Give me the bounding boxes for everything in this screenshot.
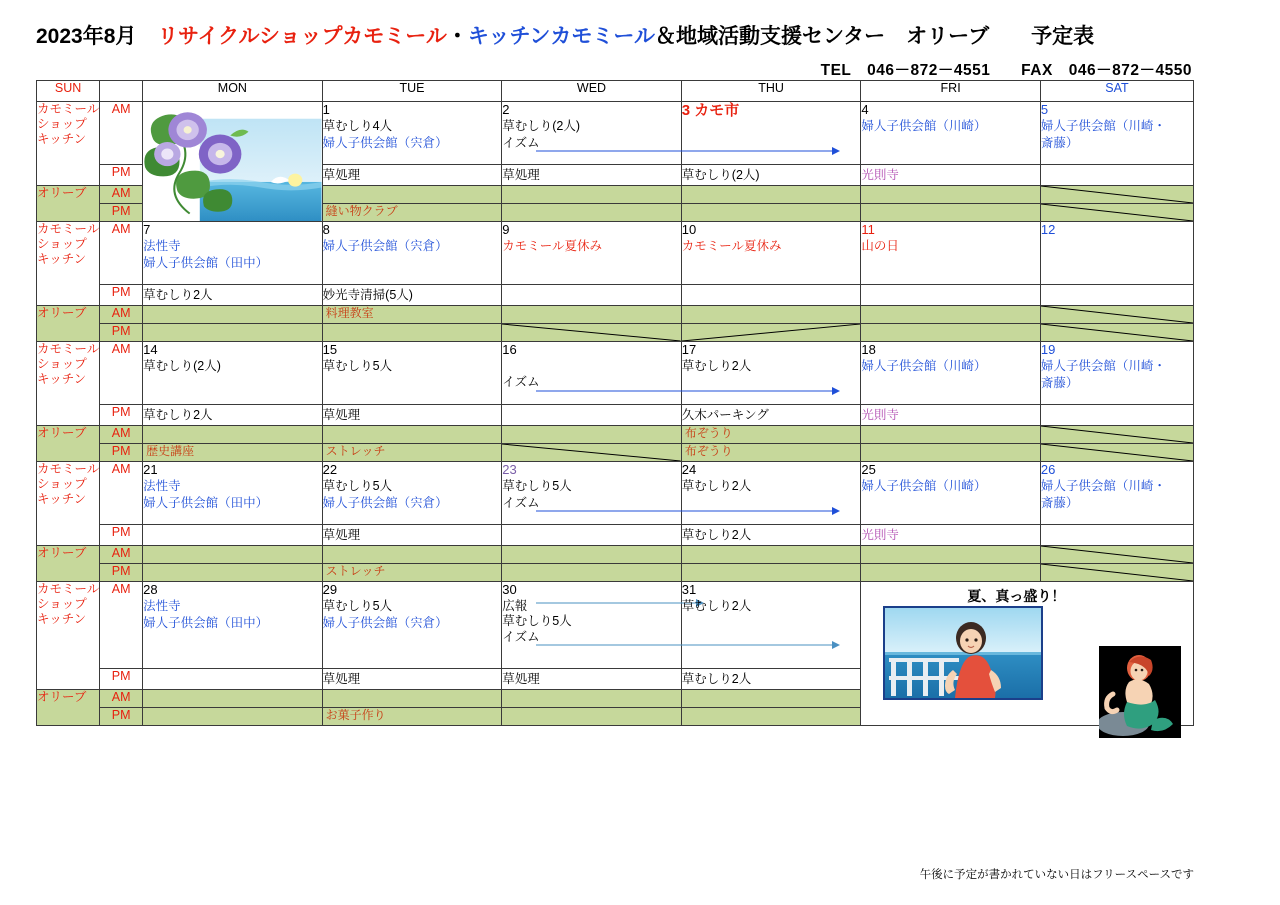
day-cell-16	[502, 342, 682, 405]
day-cell-17	[681, 342, 861, 405]
day-number: 21	[143, 462, 158, 477]
week-3-olive-am	[37, 426, 1194, 444]
olive-cell	[681, 186, 861, 204]
week-3-pm-row	[37, 405, 1194, 426]
label-line-2: ショップ	[37, 356, 87, 371]
title-part-3: キッチンカモミール	[467, 25, 655, 48]
day-cell-4-pm	[861, 165, 1041, 186]
day-cell-26	[1040, 462, 1193, 525]
row-label-kamomile	[37, 462, 100, 546]
row-label-olive: オリーブ	[37, 546, 100, 582]
event-text: 婦人子供会館（川崎）	[861, 479, 987, 494]
day-cell-21	[143, 462, 323, 525]
olive-cell-slashed	[1040, 204, 1193, 222]
week-2-olive-pm	[37, 324, 1194, 342]
day-cell-22-pm	[322, 525, 502, 546]
day-number: 1	[322, 102, 330, 117]
olive-event: 歴史講座	[146, 444, 195, 458]
event-text: 光則寺	[861, 408, 899, 422]
week-4-am-row	[37, 462, 1194, 525]
label-line-3: キッチン	[37, 371, 87, 386]
day-number: 23	[502, 462, 517, 477]
ampm-am: AM	[100, 462, 143, 525]
olive-cell	[322, 204, 502, 222]
ampm-am: AM	[100, 342, 143, 405]
olive-event: 布ぞうり	[684, 444, 733, 458]
day-cell-3	[681, 102, 861, 165]
label-line-1: カモミール	[37, 342, 100, 356]
day-cell-24-pm	[681, 525, 861, 546]
ampm-pm: PM	[100, 204, 143, 222]
day-cell-29	[322, 582, 502, 669]
event-text: 法性寺	[143, 239, 181, 254]
day-cell-8	[322, 222, 502, 285]
event-text: 斎藤）	[1040, 495, 1079, 510]
day-cell-29-pm	[322, 669, 502, 690]
event-text: 草むしり(2人)	[681, 168, 760, 182]
event-text: イズム	[502, 629, 540, 644]
day-cell-7	[143, 222, 323, 285]
day-cell-10	[681, 222, 861, 285]
continuation-arrow	[502, 149, 681, 161]
day-number: 22	[322, 462, 338, 477]
fax-number: FAX 046－872－4550	[1021, 62, 1192, 79]
continuation-arrow	[502, 389, 681, 401]
day-cell-12-pm	[1040, 285, 1193, 306]
continuation-arrow	[536, 601, 681, 613]
day-number: 12	[1040, 222, 1056, 237]
day-number: 14	[143, 342, 158, 357]
olive-cell	[861, 306, 1041, 324]
row-label-kamomile	[37, 102, 100, 186]
event-text: 草むしり(2人)	[502, 119, 580, 134]
day-cell-2-pm	[502, 165, 682, 186]
day-number: 9	[502, 222, 510, 237]
dow-header-row	[37, 81, 1194, 102]
olive-cell	[322, 546, 502, 564]
olive-cell	[681, 546, 861, 564]
footer-note: 午後に予定が書かれていない日はフリースペースです	[919, 869, 1194, 881]
day-number: 15	[322, 342, 338, 357]
event-text: 草処理	[322, 168, 361, 182]
event-text: イズム	[502, 495, 540, 510]
olive-event: 料理教室	[325, 306, 374, 320]
event-text: 広報	[502, 599, 528, 614]
day-cell-9	[502, 222, 682, 285]
olive-cell	[502, 708, 682, 726]
event-text: 婦人子供会館（田中）	[143, 615, 269, 630]
day-number: 8	[322, 222, 330, 237]
summer-caption	[967, 586, 1065, 606]
event-text: 草むしり2人	[681, 359, 752, 374]
day-cell-24	[681, 462, 861, 525]
day-cell-18-pm	[861, 405, 1041, 426]
day-cell-25-pm	[861, 525, 1041, 546]
day-cell-11	[861, 222, 1041, 285]
olive-cell	[861, 564, 1041, 582]
day-number: 18	[861, 342, 876, 357]
olive-cell	[502, 426, 682, 444]
event-text: 婦人子供会館（宍倉）	[322, 495, 448, 510]
day-cell-14	[143, 342, 323, 405]
label-line-2: ショップ	[37, 236, 87, 251]
day-number: 17	[681, 342, 697, 357]
day-cell-31-pm	[681, 669, 861, 690]
event-text: 草むしり5人	[322, 599, 393, 614]
day-cell-14-pm	[143, 405, 323, 426]
event-text: 草むしり5人	[502, 479, 572, 494]
olive-cell	[502, 306, 682, 324]
dow-wed: WED	[502, 81, 682, 102]
day-cell-18	[861, 342, 1041, 405]
event-text: 草むしり2人	[143, 408, 213, 422]
day-number: 7	[143, 222, 151, 237]
label-line-3: キッチン	[37, 131, 87, 146]
event-text: 婦人子供会館（川崎・	[1040, 479, 1166, 494]
olive-cell	[143, 426, 323, 444]
ampm-pm: PM	[100, 669, 143, 690]
event-text: 法性寺	[143, 479, 181, 494]
olive-cell	[143, 708, 323, 726]
label-line-2: ショップ	[37, 596, 87, 611]
olive-cell	[681, 564, 861, 582]
title-part-2: ・	[446, 25, 468, 48]
olive-cell-slashed	[1040, 444, 1193, 462]
olive-event: ストレッチ	[325, 564, 386, 578]
event-text: 婦人子供会館（宍倉）	[322, 239, 448, 254]
event-text: イズム	[502, 375, 540, 390]
event-text: 婦人子供会館（宍倉）	[322, 135, 448, 150]
event-text: 草むしり5人	[322, 479, 393, 494]
olive-cell	[143, 324, 323, 342]
olive-cell	[322, 690, 502, 708]
ampm-pm: PM	[100, 525, 143, 546]
day-cell-23-pm	[502, 525, 682, 546]
olive-cell	[502, 564, 682, 582]
event-text: 草処理	[322, 528, 361, 542]
day-cell-3-pm	[681, 165, 861, 186]
event-text: 光則寺	[861, 168, 899, 182]
ampm-am: AM	[100, 546, 143, 564]
event-text: 草むしり5人	[502, 613, 572, 628]
row-label-kamomile	[37, 582, 100, 690]
day-cell-4	[861, 102, 1041, 165]
olive-cell-slashed	[502, 444, 682, 462]
olive-cell	[681, 708, 861, 726]
contact-info	[821, 58, 1192, 80]
label-line-3: キッチン	[37, 491, 87, 506]
event-text: 法性寺	[143, 599, 181, 614]
olive-cell	[681, 306, 861, 324]
ampm-am: AM	[100, 690, 143, 708]
event-text: 草むしり2人	[681, 528, 752, 542]
ampm-am: AM	[100, 102, 143, 165]
day-cell-16-pm	[502, 405, 682, 426]
day-cell-2	[502, 102, 682, 165]
day-cell-1	[322, 102, 502, 165]
event-text: 婦人子供会館（宍倉）	[322, 615, 448, 630]
day-number: 10	[681, 222, 697, 237]
event-text: カモミール夏休み	[681, 239, 782, 254]
day-cell-30-pm	[502, 669, 682, 690]
olive-cell	[322, 564, 502, 582]
day-number: 2	[502, 102, 510, 117]
ampm-am: AM	[100, 426, 143, 444]
event-text: 草むしり2人	[143, 288, 213, 302]
ampm-pm: PM	[100, 708, 143, 726]
day-cell-11-pm	[861, 285, 1041, 306]
day-cell-10-pm	[681, 285, 861, 306]
olive-event: 縫い物クラブ	[325, 204, 398, 218]
olive-cell	[322, 306, 502, 324]
day-number: 30	[502, 582, 517, 597]
ampm-am: AM	[100, 222, 143, 285]
event-text: 斎藤）	[1040, 375, 1079, 390]
day-cell-8-pm	[322, 285, 502, 306]
day-number: 4	[861, 102, 869, 117]
event-text: 斎藤）	[1040, 135, 1079, 150]
page-title	[36, 20, 1094, 50]
olive-cell-slashed	[1040, 324, 1193, 342]
event-text: 草処理	[502, 168, 540, 182]
day-cell-15-pm	[322, 405, 502, 426]
summer-girl-photo	[883, 606, 1043, 700]
olive-cell	[502, 690, 682, 708]
olive-cell	[322, 444, 502, 462]
week-4-pm-row	[37, 525, 1194, 546]
event-text: 草処理	[502, 672, 540, 686]
olive-cell	[502, 546, 682, 564]
continuation-arrow	[502, 643, 681, 655]
label-line-2: ショップ	[37, 116, 87, 131]
week-2-pm-row	[37, 285, 1194, 306]
olive-cell	[143, 444, 323, 462]
day-cell-17-pm	[681, 405, 861, 426]
day-cell-19	[1040, 342, 1193, 405]
day-number: 25	[861, 462, 876, 477]
week-3-olive-pm	[37, 444, 1194, 462]
label-line-1: カモミール	[37, 462, 100, 476]
olive-cell	[143, 690, 323, 708]
event-text: 婦人子供会館（田中）	[143, 495, 269, 510]
dow-tue: TUE	[322, 81, 502, 102]
label-line-2: ショップ	[37, 476, 87, 491]
event-text: 草処理	[322, 408, 361, 422]
week-1-am-row	[37, 102, 1194, 165]
olive-cell	[861, 546, 1041, 564]
event-text: 婦人子供会館（川崎・	[1040, 119, 1166, 134]
day-cell-12	[1040, 222, 1193, 285]
title-part-1: リサイクルショップカモミール	[157, 25, 447, 48]
event-text: カモミール夏休み	[502, 239, 602, 254]
day-number: 29	[322, 582, 338, 597]
week-3-am-row	[37, 342, 1194, 405]
day-number: 28	[143, 582, 158, 597]
title-part-4: ＆地域活動支援センター オリーブ 予定表	[655, 25, 1095, 48]
olive-cell-slashed	[681, 324, 861, 342]
continuation-arrow	[502, 509, 681, 521]
day-cell-21-pm	[143, 525, 323, 546]
olive-cell-slashed	[502, 324, 682, 342]
olive-cell	[861, 426, 1041, 444]
olive-cell-slashed	[1040, 306, 1193, 324]
day-number: 16	[502, 342, 517, 357]
week-4-olive-pm	[37, 564, 1194, 582]
dow-thu: THU	[681, 81, 861, 102]
event-text: 草むしり2人	[681, 599, 752, 614]
day-number: 24	[681, 462, 697, 477]
row-label-olive: オリーブ	[37, 306, 100, 342]
event-text: 草処理	[322, 672, 361, 686]
dow-sat: SAT	[1040, 81, 1193, 102]
dow-fri: FRI	[861, 81, 1041, 102]
olive-cell-slashed	[1040, 546, 1193, 564]
day-cell-7-pm	[143, 285, 323, 306]
event-text: 婦人子供会館（川崎・	[1040, 359, 1166, 374]
day-cell-summer-photos	[861, 582, 1194, 726]
day-cell-22	[322, 462, 502, 525]
olive-cell	[861, 186, 1041, 204]
olive-cell	[322, 426, 502, 444]
label-line-3: キッチン	[37, 611, 87, 626]
olive-cell	[143, 306, 323, 324]
event-text: 婦人子供会館（川崎）	[861, 119, 987, 134]
ampm-am: AM	[100, 306, 143, 324]
title-part-0: 2023年8月	[36, 25, 158, 48]
day-cell-19-pm	[1040, 405, 1193, 426]
label-line-1: カモミール	[37, 102, 100, 116]
day-cell-26-pm	[1040, 525, 1193, 546]
calendar-table	[36, 80, 1194, 726]
olive-cell-slashed	[1040, 564, 1193, 582]
row-label-olive: オリーブ	[37, 426, 100, 462]
week-4-olive-am	[37, 546, 1194, 564]
label-line-3: キッチン	[37, 251, 87, 266]
row-label-olive: オリーブ	[37, 186, 100, 222]
olive-cell-slashed	[1040, 426, 1193, 444]
row-label-olive: オリーブ	[37, 690, 100, 726]
ampm-pm: PM	[100, 564, 143, 582]
olive-event: 布ぞうり	[684, 426, 733, 440]
day-cell-image-morning-glory	[143, 102, 323, 222]
day-cell-25	[861, 462, 1041, 525]
day-cell-5	[1040, 102, 1193, 165]
label-line-1: カモミール	[37, 222, 100, 236]
olive-cell	[143, 564, 323, 582]
event-text: イズム	[502, 135, 540, 150]
day-cell-9-pm	[502, 285, 682, 306]
olive-cell	[681, 690, 861, 708]
ampm-pm: PM	[100, 405, 143, 426]
olive-cell-slashed	[1040, 186, 1193, 204]
day-cell-5-pm	[1040, 165, 1193, 186]
event-text: 妙光寺清掃(5人)	[322, 288, 413, 302]
event-text: 婦人子供会館（田中）	[143, 255, 269, 270]
olive-cell	[322, 324, 502, 342]
label-line-1: カモミール	[37, 582, 100, 596]
day-cell-31	[681, 582, 861, 669]
week-5-am-row	[37, 582, 1194, 669]
summer-caption-text: 夏、真っ盛り！	[967, 588, 1066, 604]
day-cell-23	[502, 462, 682, 525]
olive-cell	[502, 204, 682, 222]
day-number: 31	[681, 582, 697, 597]
event-text: 草むしり(2人)	[143, 359, 221, 374]
olive-cell	[681, 204, 861, 222]
dow-sun: SUN	[37, 81, 100, 102]
week-2-olive-am	[37, 306, 1194, 324]
row-label-kamomile	[37, 222, 100, 306]
day-number: 5	[1040, 102, 1049, 117]
olive-cell	[861, 444, 1041, 462]
olive-cell	[322, 708, 502, 726]
event-text: 光則寺	[861, 528, 899, 542]
olive-cell	[681, 426, 861, 444]
ampm-pm: PM	[100, 324, 143, 342]
olive-cell	[861, 204, 1041, 222]
day-number: 3 カモ市	[681, 102, 740, 119]
olive-cell	[143, 546, 323, 564]
event-text: 草むしり4人	[322, 119, 393, 134]
event-text: 久木パーキング	[681, 408, 769, 422]
olive-cell	[681, 444, 861, 462]
day-cell-28-pm	[143, 669, 323, 690]
week-2-am-row	[37, 222, 1194, 285]
day-number: 19	[1040, 342, 1056, 357]
day-number: 26	[1040, 462, 1056, 477]
olive-cell	[861, 324, 1041, 342]
ampm-pm: PM	[100, 444, 143, 462]
event-text: 草むしり2人	[681, 672, 752, 686]
day-cell-15	[322, 342, 502, 405]
event-text: 山の日	[861, 239, 899, 254]
event-text: 草むしり2人	[681, 479, 752, 494]
mermaid-illustration	[1099, 646, 1181, 738]
ampm-am: AM	[100, 186, 143, 204]
day-cell-28	[143, 582, 323, 669]
dow-spacer	[100, 81, 143, 102]
event-text: 草むしり5人	[322, 359, 393, 374]
dow-mon: MON	[143, 81, 323, 102]
olive-cell	[502, 186, 682, 204]
day-number: 11	[861, 222, 875, 237]
ampm-pm: PM	[100, 165, 143, 186]
ampm-am: AM	[100, 582, 143, 669]
ampm-pm: PM	[100, 285, 143, 306]
day-cell-30	[502, 582, 682, 669]
olive-event: お菓子作り	[325, 708, 386, 722]
morning-glory-illustration	[143, 102, 322, 221]
olive-cell	[322, 186, 502, 204]
telephone-number: TEL 046－872－4551	[820, 62, 991, 79]
olive-event: ストレッチ	[325, 444, 386, 458]
event-text: 婦人子供会館（川崎）	[861, 359, 987, 374]
day-cell-1-pm	[322, 165, 502, 186]
row-label-kamomile	[37, 342, 100, 426]
